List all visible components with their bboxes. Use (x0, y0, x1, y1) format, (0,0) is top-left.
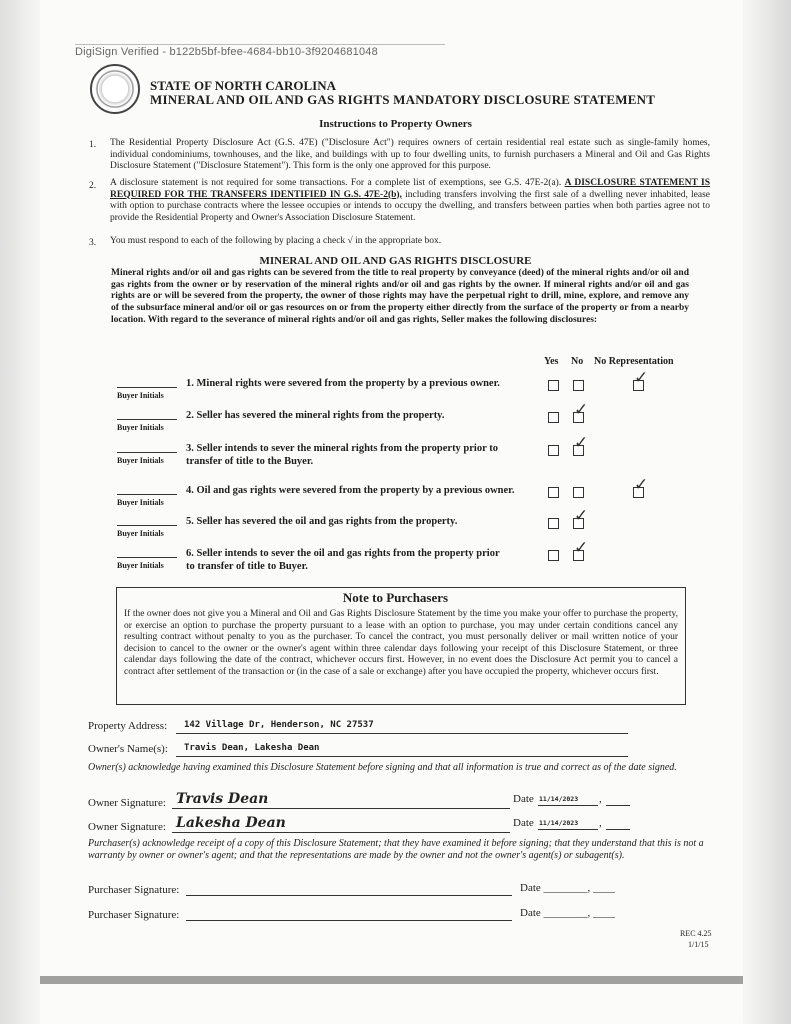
note-text: If the owner does not give you a Mineral and Oil and Gas Rights Disclosure Statement by the time you make your offer to purchase the property, or exercise an option to purchase the property pursuant to a lease with an option to purchase, you may under certain conditions cancel any resulting contract without penalty to you as the purchaser. To cancel the contract, you must personally deliver or mail written notice of your decision to cancel to the owner or the owner's agent within three calendar days following your receipt of this Disclosure Statement, or three calendar days following the date of the contract, whichever occurs first. However, in no event does the Disclosure Act permit you to cancel a contract after settlement of the transaction or (in the case of a sale or exchange) after you have occupied the property, whichever occurs first. (124, 609, 678, 677)
scan-edge-bottom (40, 976, 743, 984)
state-name: STATE OF NORTH CAROLINA (150, 78, 337, 93)
owners-name-label: Owner's Name(s): (88, 743, 168, 755)
owner-date-1[interactable]: 11/14/2023 (539, 795, 579, 803)
property-address-line (176, 733, 628, 734)
buyer-initials-field[interactable] (117, 387, 177, 388)
column-no: No (571, 356, 584, 367)
date-separator: , (599, 793, 602, 805)
column-yes: Yes (544, 356, 559, 367)
disclosure-intro: Mineral rights and/or oil and gas rights can be severed from the title to real property by conveyance (deed) of the mineral rights and/or oil and gas rights from the owner or by reservation of the mineral rights and/or oil and gas rights by the owner. If mineral rights and/or oil and gas rights are or will be severed from the property, the owner of those rights may have the perpetual right to drill, mine, explore, and remove any of the subsurface mineral and/or oil or gas resources on or from the property either directly from the surface of the property or from a nearby location. With regard to the severance of mineral rights and/or oil and gas rights, Seller makes the following disclosures: (111, 268, 689, 325)
check-mark-icon: ✓ (574, 538, 589, 558)
question-6-text-cont: to transfer of title to Buyer. (186, 561, 308, 572)
property-address-field[interactable]: 142 Village Dr, Henderson, NC 27537 (184, 720, 374, 730)
owner-date-year-line (606, 805, 630, 806)
question-1-text: 1. Mineral rights were severed from the property by a previous owner. (186, 378, 500, 389)
question-6-text: 6. Seller intends to sever the oil and gas rights from the property prior (186, 548, 500, 559)
purchaser-date[interactable]: Date ________, ____ (520, 907, 616, 919)
owner-signature-line (172, 808, 510, 809)
buyer-initials-label: Buyer Initials (117, 391, 164, 400)
instruction-1: The Residential Property Disclosure Act (G.S. 47E) ("Disclosure Act") requires owners of certain residential real estate such as single-family homes, individual condominiums, townhouses, and the like, and buildings with up to four dwelling units, to furnish purchasers a Mineral and Oil and Gas Rights Disclosure Statement ("Disclosure Statement"). This form is the only one approved for this purpose. (110, 138, 710, 172)
question-5-text: 5. Seller has severed the oil and gas rights from the property. (186, 516, 458, 527)
owner-date-label: Date (513, 817, 534, 829)
purchaser-signature-field[interactable] (186, 920, 512, 921)
column-no-representation: No Representation (594, 356, 674, 367)
property-address-label: Property Address: (88, 720, 168, 732)
owner-date-line (538, 805, 598, 806)
instruction-2-required: A DISCLOSURE STATEMENT IS REQUIRED FOR THE TRANSFERS IDENTIFIED IN G.S. 47E-2(b), (110, 178, 710, 200)
date-separator: , (599, 817, 602, 829)
purchaser-signature-label: Purchaser Signature: (88, 909, 180, 921)
question-1-no-checkbox[interactable] (573, 380, 584, 391)
instruction-number: 2. (89, 181, 97, 191)
owner-signature-line (172, 832, 510, 833)
owner-acknowledgement: Owner(s) acknowledge having examined this Disclosure Statement before signing and that all information is true and correct as of the date signed. (88, 762, 677, 773)
owners-name-line (176, 756, 628, 757)
instruction-2: A disclosure statement is not required for some transactions. For a complete list of exemptions, see G.S. 47E-2(a). A DISCLOSURE STATEMENT IS REQUIRED FOR THE TRANSFERS IDENTIFIED IN G.S. 47E-2(b), including transfers involving the first sale of a dwelling never inhabited, lease with option to purchase contracts where the lessee occupies or intends to occupy the dwelling, and transfers between parties when both parties agree not to provide the Residential Property and Owner's Association Disclosure Statement. (110, 178, 710, 223)
question-2-text: 2. Seller has severed the mineral rights from the property. (186, 410, 445, 421)
buyer-initials-label: Buyer Initials (117, 498, 164, 507)
form-date: 1/1/15 (688, 940, 709, 949)
state-seal-icon (90, 64, 140, 114)
question-4-no-checkbox[interactable] (573, 487, 584, 498)
question-3-text-cont: transfer of title to the Buyer. (186, 456, 314, 467)
owners-name-field[interactable]: Travis Dean, Lakesha Dean (184, 743, 320, 753)
owner-signature-1[interactable]: Travis Dean (176, 791, 269, 807)
instructions-title: Instructions to Property Owners (319, 118, 472, 130)
buyer-initials-label: Buyer Initials (117, 456, 164, 465)
instruction-number: 3. (89, 238, 97, 248)
buyer-initials-field[interactable] (117, 452, 177, 453)
buyer-initials-field[interactable] (117, 494, 177, 495)
purchaser-signature-field[interactable] (186, 895, 512, 896)
buyer-initials-label: Buyer Initials (117, 561, 164, 570)
purchaser-acknowledgement: Purchaser(s) acknowledge receipt of a copy of this Disclosure Statement; that they have examined it before signing; that they understand that this is not a warranty by owner or owner's agent; and that the representations are made by the owner and not the owner's agent(s) or subagent(s). (88, 838, 704, 861)
owner-date-label: Date (513, 793, 534, 805)
question-6-yes-checkbox[interactable] (548, 550, 559, 561)
scan-edge-right (743, 0, 791, 1024)
buyer-initials-label: Buyer Initials (117, 529, 164, 538)
scan-edge-left (0, 0, 40, 1024)
buyer-initials-field[interactable] (117, 419, 177, 420)
buyer-initials-label: Buyer Initials (117, 423, 164, 432)
form-code: REC 4.25 (680, 929, 712, 938)
digisign-verification: DigiSign Verified - b122b5bf-bfee-4684-bb10-3f9204681048 (75, 46, 378, 58)
purchaser-date[interactable]: Date ________, ____ (520, 882, 616, 894)
purchaser-signature-label: Purchaser Signature: (88, 884, 180, 896)
owner-signature-2[interactable]: Lakesha Dean (176, 815, 286, 831)
form-title: MINERAL AND OIL AND GAS RIGHTS MANDATORY DISCLOSURE STATEMENT (150, 92, 656, 107)
question-2-yes-checkbox[interactable] (548, 412, 559, 423)
check-mark-icon: ✓ (574, 506, 589, 526)
question-3-yes-checkbox[interactable] (548, 445, 559, 456)
question-4-yes-checkbox[interactable] (548, 487, 559, 498)
header-rule (75, 44, 445, 45)
owner-signature-label: Owner Signature: (88, 797, 166, 809)
question-4-text: 4. Oil and gas rights were severed from the property by a previous owner. (186, 485, 515, 496)
question-3-text: 3. Seller intends to sever the mineral rights from the property prior to (186, 443, 498, 454)
disclosure-title: MINERAL AND OIL AND GAS RIGHTS DISCLOSURE (259, 255, 532, 267)
owner-date-2[interactable]: 11/14/2023 (539, 819, 579, 827)
owner-date-year-line (606, 829, 630, 830)
instruction-3: You must respond to each of the following by placing a check √ in the appropriate box. (110, 236, 442, 246)
question-5-yes-checkbox[interactable] (548, 518, 559, 529)
check-mark-icon: ✓ (574, 400, 589, 420)
note-title: Note to Purchasers (342, 590, 449, 605)
owner-date-line (538, 829, 598, 830)
buyer-initials-field[interactable] (117, 525, 177, 526)
owner-signature-label: Owner Signature: (88, 821, 166, 833)
question-1-yes-checkbox[interactable] (548, 380, 559, 391)
instruction-number: 1. (89, 140, 97, 150)
check-mark-icon: ✓ (634, 475, 649, 495)
check-mark-icon: ✓ (634, 368, 649, 388)
check-mark-icon: ✓ (574, 433, 589, 453)
buyer-initials-field[interactable] (117, 557, 177, 558)
